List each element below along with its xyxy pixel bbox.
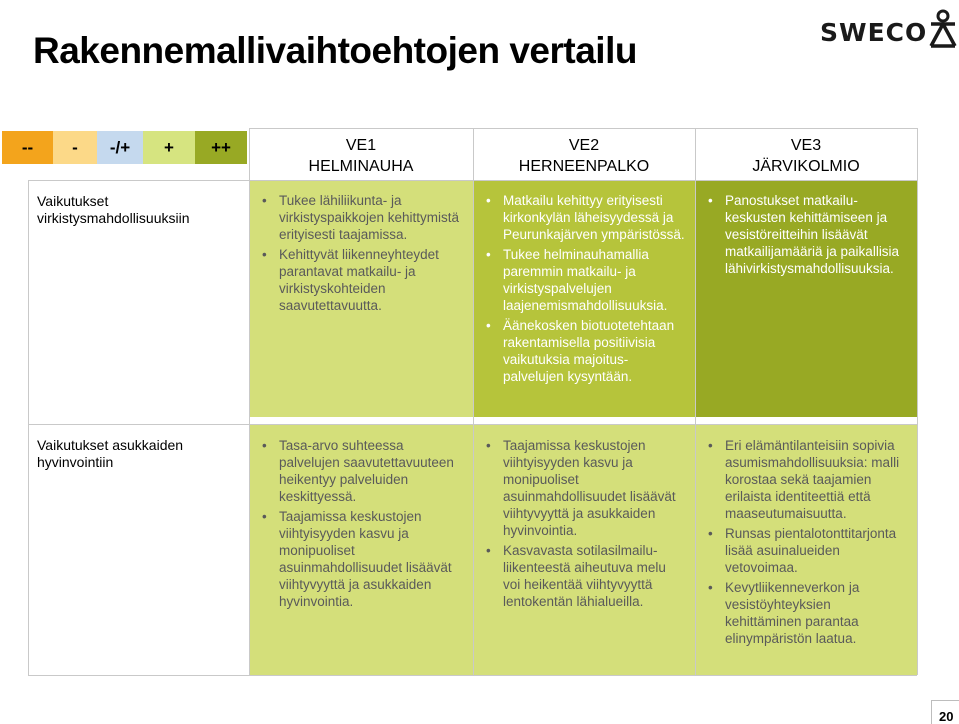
bullet-item: • Tukee lähiliikunta- ja virkistyspaikkojen kehittymistä erityisesti taajamissa. [261, 192, 463, 243]
logo-text: SWECO [820, 18, 928, 47]
bullet-item: • Kehittyvät liikenneyhteydet parantavat matkailu- ja virkistyskohteiden saavutettavuutta. [261, 246, 463, 314]
header-ve2-name: HERNEENPALKO [518, 158, 650, 175]
table-border-top [249, 128, 917, 129]
cell-ve1-wellbeing [249, 425, 473, 675]
table-border-left [28, 180, 29, 675]
table-divider [695, 128, 696, 675]
cell-ve2-recreation [473, 180, 695, 417]
rating-legend [2, 131, 247, 164]
bullet-item: • Taajamissa keskustojen viihtyisyyden kasvu ja monipuoliset asuinmahdollisuudet lisäävät viihtyvyyttä ja asukkaiden hyvinvointia. [485, 437, 685, 539]
bullet-item: • Kasvavasta sotilasilmailu-liikenteestä aiheutuva melu voi heikentää viihtyvyyttä lentokentän lähialueilla. [485, 542, 685, 610]
legend-item-positive: + [143, 131, 195, 164]
table-divider [249, 128, 250, 675]
bullet-item: • Runsas pientalotonttitarjonta lisää asuinalueiden vetovoimaa. [707, 525, 907, 576]
header-ve1-code: VE1 [345, 137, 377, 154]
row-label-wellbeing: Vaikutukset asukkaiden hyvinvointiin [37, 437, 237, 471]
page-title: Rakennemallivaihtoehtojen vertailu [33, 30, 637, 71]
cell-ve2-wellbeing [473, 425, 695, 675]
legend-item-very-negative: -- [2, 131, 53, 164]
bullet-item: • Tasa-arvo suhteessa palvelujen saavutettavuuteen heikentyy palveluiden keskittyessä. [261, 437, 463, 505]
page-number: 20 [939, 709, 954, 724]
bullet-item: • Matkailu kehittyy erityisesti kirkonkylän läheisyydessä ja Peurunkajärven ympäristössä. [485, 192, 685, 243]
cell-ve3-wellbeing [695, 425, 917, 675]
bullet-item: • Tukee helminauhamallia paremmin matkailu- ja virkistyspalvelujen laajenemismahdollisuuksia. [485, 246, 685, 314]
bullet-item: • Äänekosken biotuotetehtaan rakentamisella positiivisia vaikutuksia majoitus-palvelujen kysyntään. [485, 317, 685, 385]
bullet-item: • Kevytliikenneverkon ja vesistöyhteyksien kehittäminen parantaa elinympäristön laatua. [707, 579, 907, 647]
cell-ve1-recreation [249, 180, 473, 417]
legend-item-very-positive: ++ [195, 131, 247, 164]
header-ve3-code: VE3 [790, 137, 822, 154]
legend-item-neutral: -/+ [97, 131, 143, 164]
legend-item-negative: - [53, 131, 97, 164]
header-ve3-name: JÄRVIKOLMIO [752, 158, 860, 175]
table-border-right [917, 128, 918, 675]
header-ve1 [249, 129, 473, 179]
bullet-item: • Panostukset matkailu-keskusten kehittämiseen ja vesistöreitteihin lisäävät matkailijamääriä ja paikallisia lähivirkistysmahdollisuuksia. [707, 192, 907, 277]
cell-ve3-recreation [695, 180, 917, 417]
sweco-logo [820, 8, 959, 48]
sweco-emblem-icon [926, 8, 959, 48]
table-divider [473, 128, 474, 675]
header-ve3 [695, 129, 917, 179]
header-ve2-code: VE2 [568, 137, 600, 154]
bullet-item: • Eri elämäntilanteisiin sopivia asumismahdollisuuksia: malli korostaa sekä taajamien erilaista identiteettiä että maaseutumaisuutta. [707, 437, 907, 522]
row-label-recreation: Vaikutukset virkistysmahdollisuuksiin [37, 193, 237, 227]
header-ve2 [473, 129, 695, 179]
header-ve1-name: HELMINAUHA [308, 158, 414, 175]
bullet-item: • Taajamissa keskustojen viihtyisyyden kasvu ja monipuoliset asuinmahdollisuudet lisäävät viihtyvyyttä ja asukkaiden hyvinvointia. [261, 508, 463, 610]
table-border-bottom [28, 675, 917, 676]
